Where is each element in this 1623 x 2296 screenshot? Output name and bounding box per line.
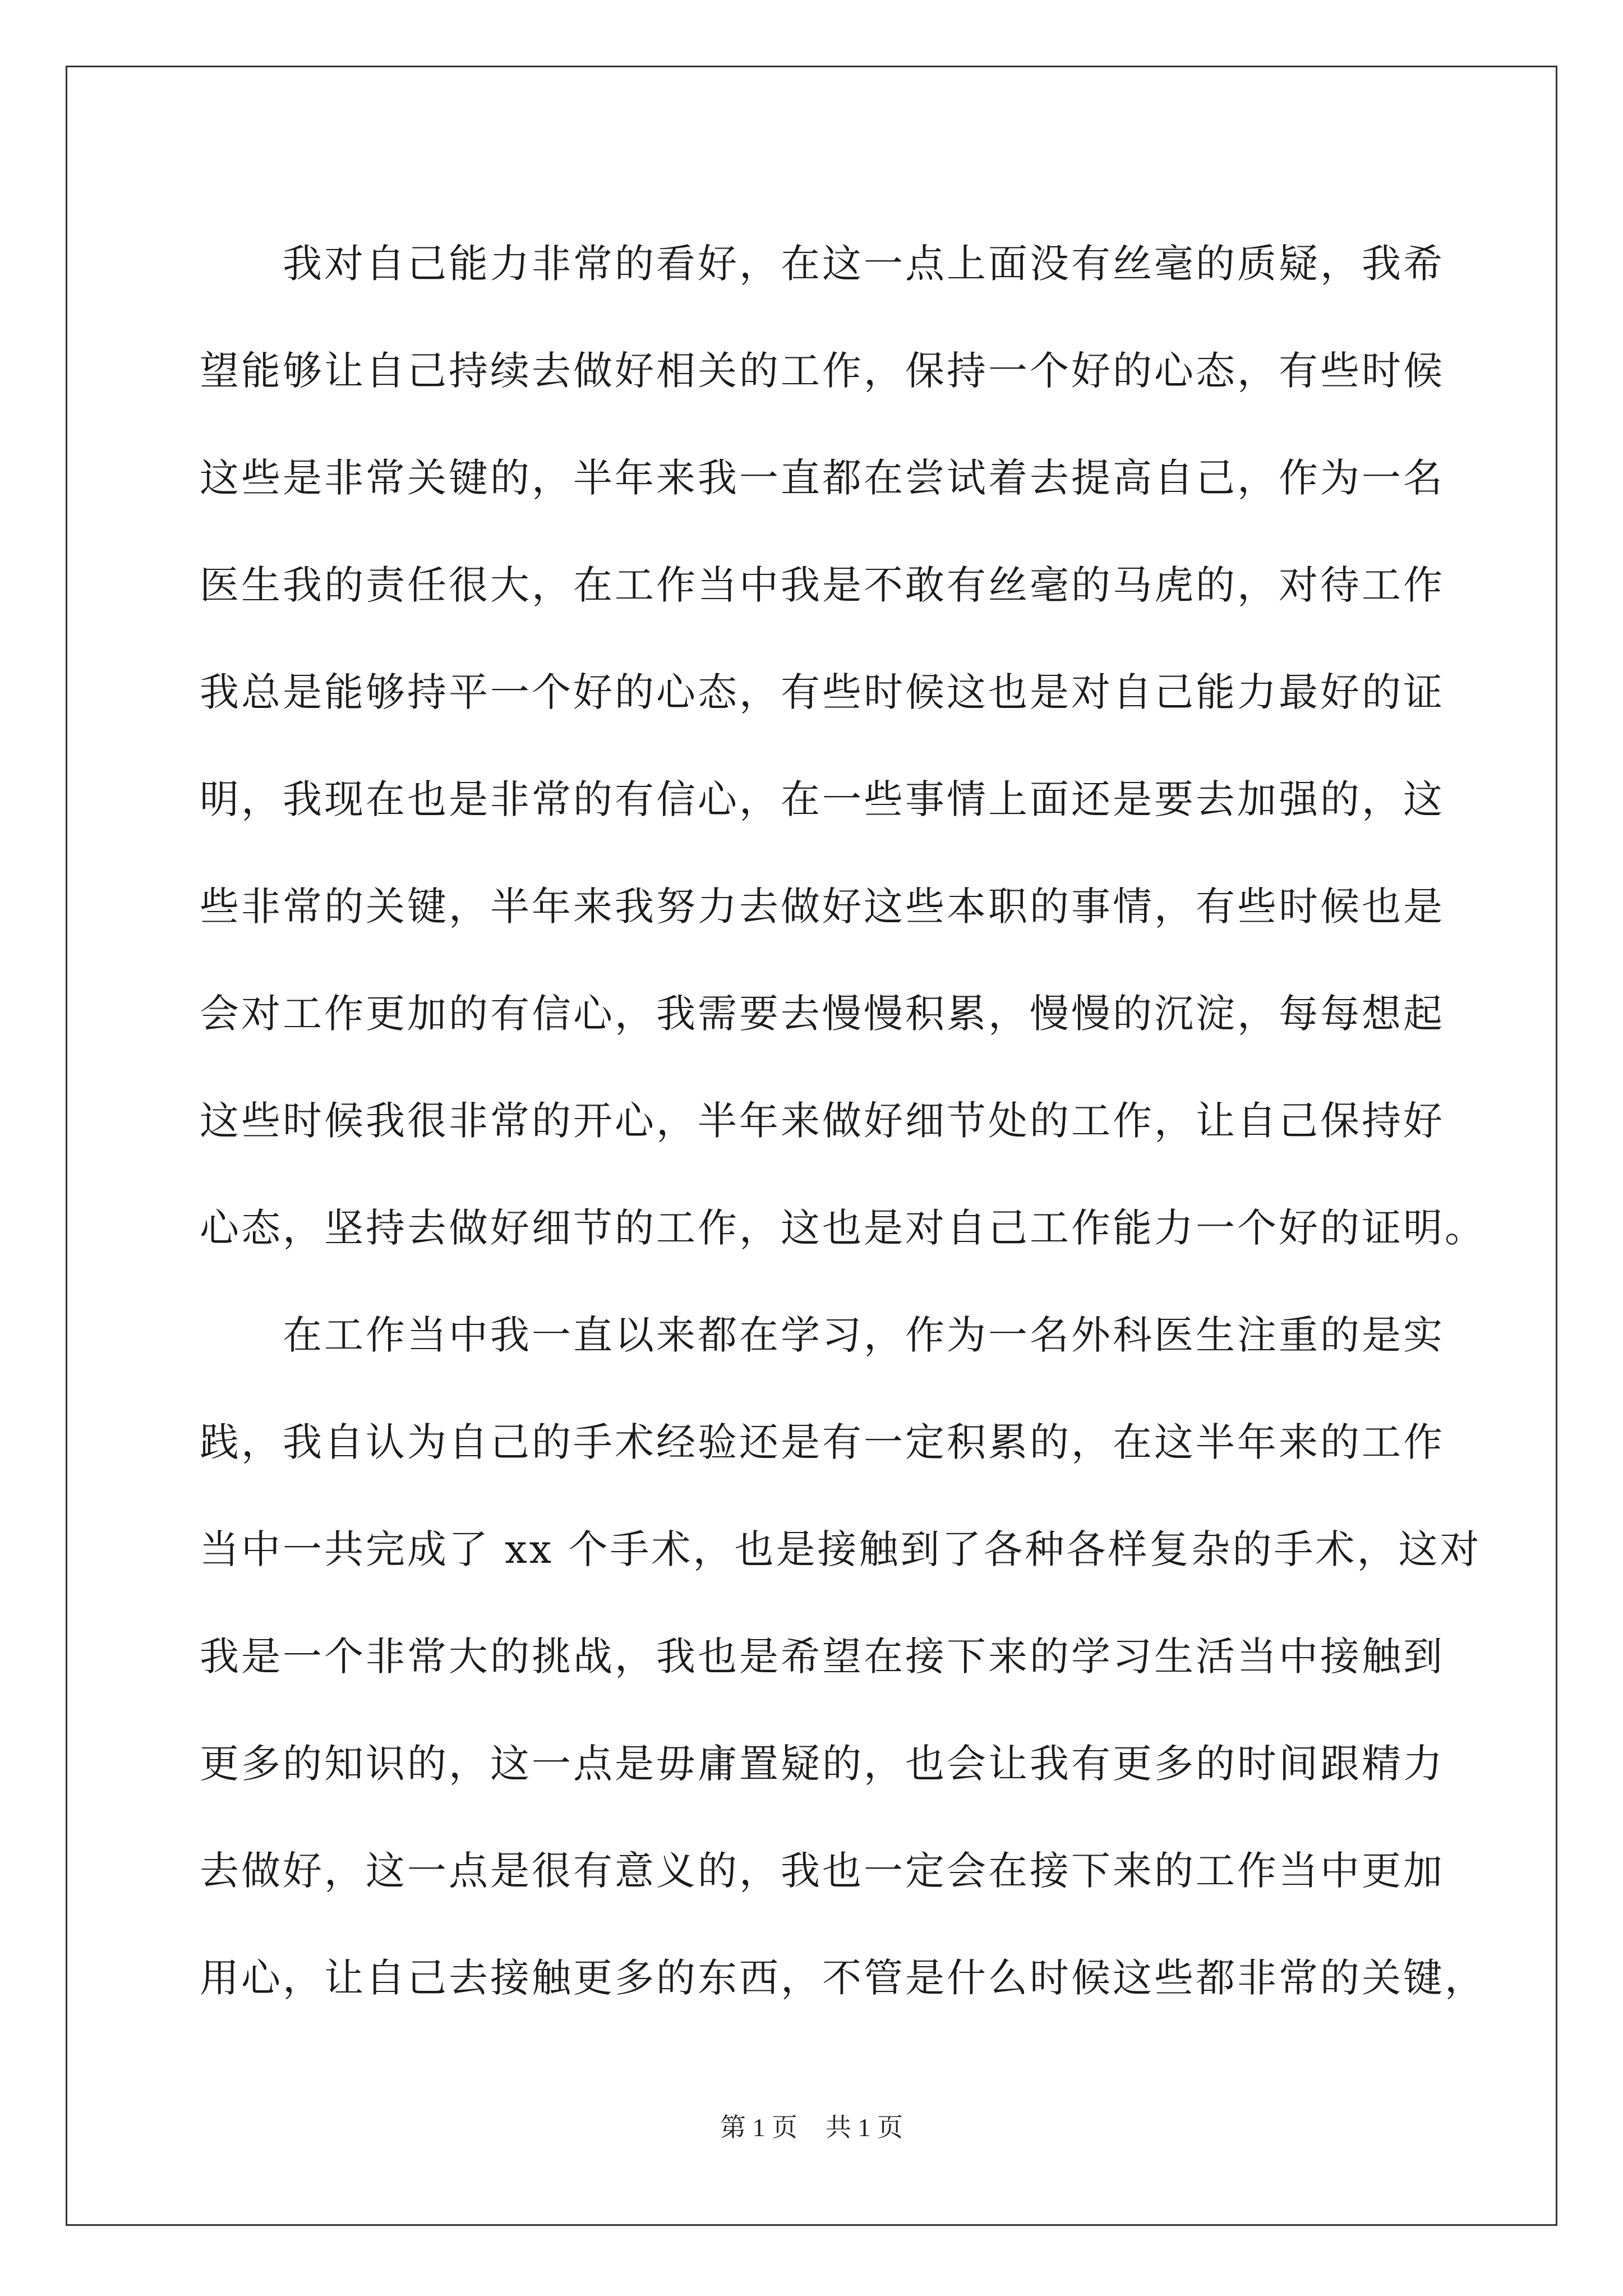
page-footer xyxy=(0,2107,1623,2144)
text-line: 更多的知识的，这一点是毋庸置疑的，也会让我有更多的时间跟精力 xyxy=(200,1741,1445,1787)
text-line: 我对自己能力非常的看好，在这一点上面没有丝毫的质疑，我希 xyxy=(283,241,1445,287)
text-line: 这些时候我很非常的开心，半年来做好细节处的工作，让自己保持好 xyxy=(200,1098,1445,1144)
paragraph-1 xyxy=(200,210,1486,1282)
paragraph-2 xyxy=(200,1282,1486,2032)
document-body xyxy=(200,210,1486,2032)
page-number-total: 共 1 页 xyxy=(826,2113,903,2142)
text-line: 明，我现在也是非常的有信心，在一些事情上面还是要去加强的，这 xyxy=(200,776,1445,822)
text-line: 当中一共完成了 xx 个手术，也是接触到了各种各样复杂的手术，这对 xyxy=(200,1526,1482,1572)
text-line: 去做好，这一点是很有意义的，我也一定会在接下来的工作当中更加 xyxy=(200,1848,1445,1894)
text-line: 我是一个非常大的挑战，我也是希望在接下来的学习生活当中接触到 xyxy=(200,1634,1445,1680)
text-line: 用心，让自己去接触更多的东西，不管是什么时候这些都非常的关键， xyxy=(200,1955,1486,2001)
text-line: 这些是非常关键的，半年来我一直都在尝试着去提高自己，作为一名 xyxy=(200,455,1445,501)
page-number-current: 第 1 页 xyxy=(720,2113,797,2142)
text-line: 心态，坚持去做好细节的工作，这也是对自己工作能力一个好的证明。 xyxy=(200,1205,1486,1251)
text-line: 我总是能够持平一个好的心态，有些时候这也是对自己能力最好的证 xyxy=(200,669,1445,715)
text-line: 医生我的责任很大，在工作当中我是不敢有丝毫的马虎的，对待工作 xyxy=(200,562,1445,608)
text-line: 些非常的关键，半年来我努力去做好这些本职的事情，有些时候也是 xyxy=(200,884,1445,930)
text-line: 践，我自认为自己的手术经验还是有一定积累的，在这半年来的工作 xyxy=(200,1419,1445,1465)
text-line: 在工作当中我一直以来都在学习，作为一名外科医生注重的是实 xyxy=(283,1312,1445,1358)
text-line: 望能够让自己持续去做好相关的工作，保持一个好的心态，有些时候 xyxy=(200,348,1445,394)
text-line: 会对工作更加的有信心，我需要去慢慢积累，慢慢的沉淀，每每想起 xyxy=(200,991,1445,1037)
